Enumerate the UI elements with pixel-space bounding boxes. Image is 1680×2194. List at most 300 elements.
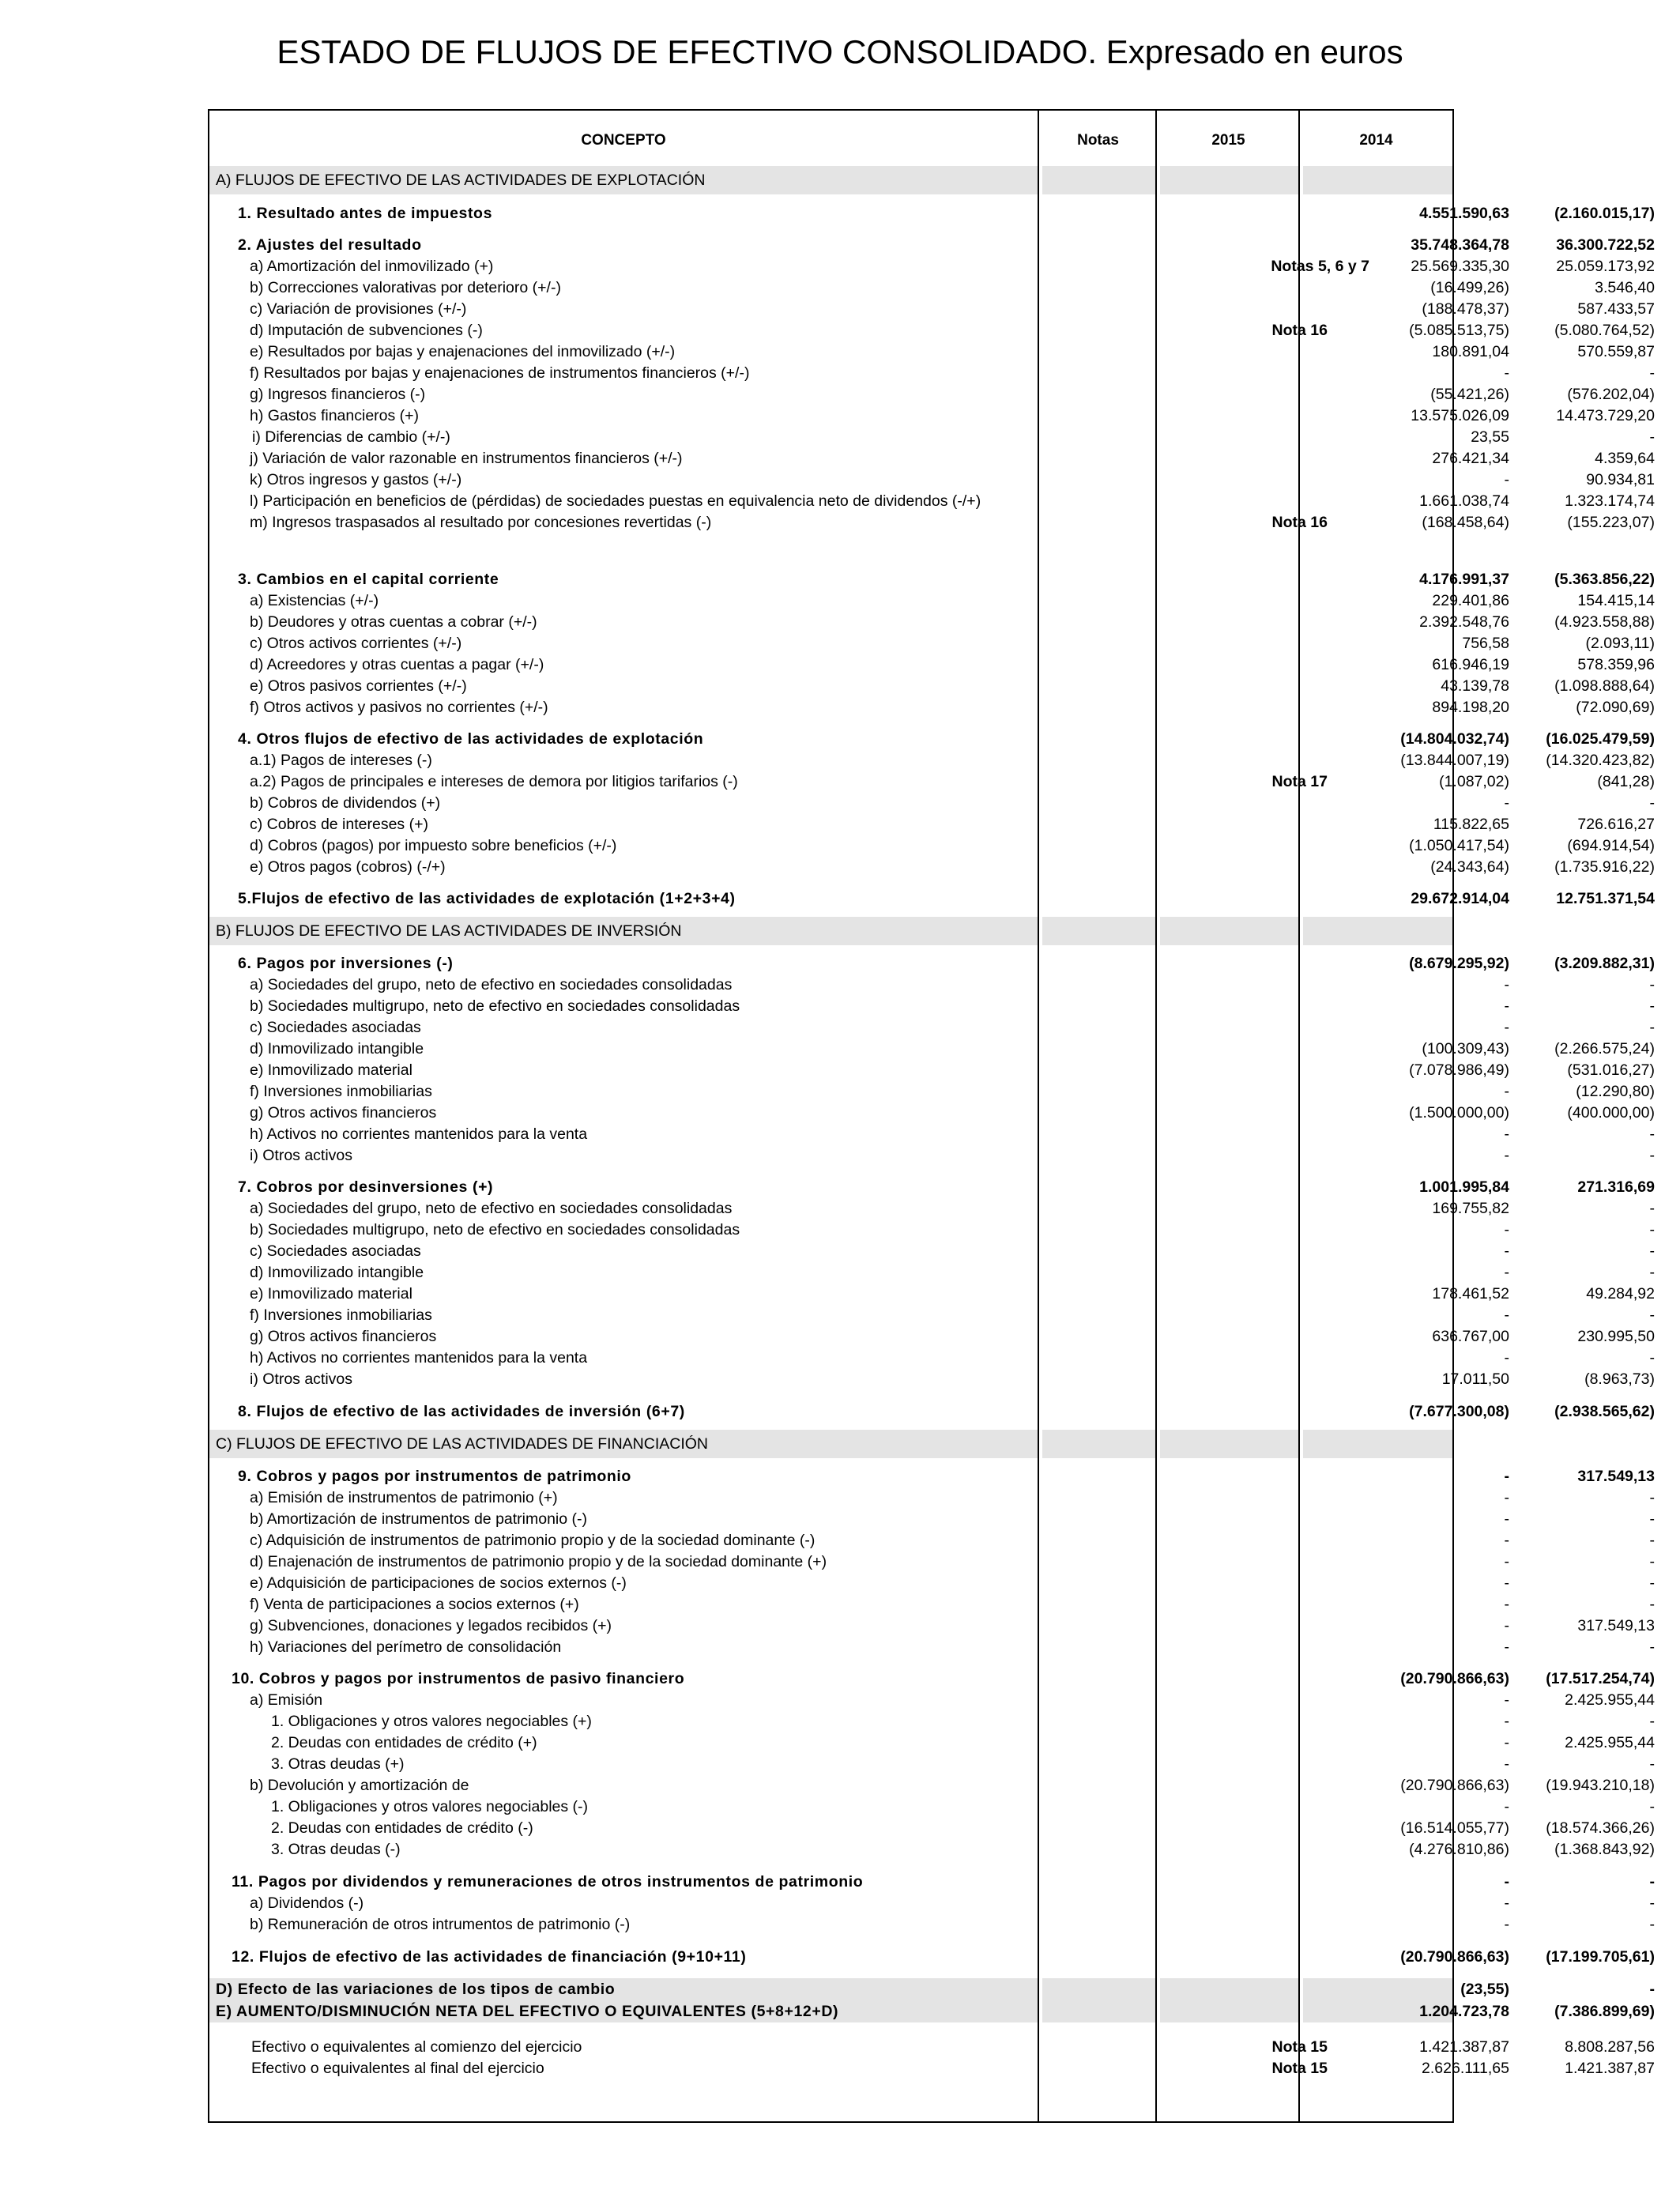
concept-label: d) Imputación de subvenciones (-) — [250, 322, 483, 339]
table-row — [208, 1818, 1655, 1839]
table-row — [208, 1999, 1655, 2024]
value-2015: 29.672.914,04 — [1411, 890, 1509, 907]
note-reference: Nota 16 — [1271, 322, 1328, 339]
value-2015: (1.050.417,54) — [1409, 837, 1509, 854]
table-row — [208, 1198, 1655, 1220]
value-2014: - — [1649, 1264, 1655, 1281]
value-2015: (8.679.295,92) — [1409, 955, 1509, 972]
table-row — [208, 1145, 1655, 1167]
table-row — [208, 1399, 1655, 1424]
table-row — [208, 1124, 1655, 1145]
table-row — [208, 1060, 1655, 1081]
concept-label: 5.Flujos de efectivo de las actividades de explotación (1+2+3+4) — [238, 890, 736, 907]
table-row — [208, 384, 1655, 405]
concept-label: i) Otros activos — [250, 1147, 353, 1164]
value-2014: (7.386.899,69) — [1554, 2003, 1655, 2020]
value-2014: 726.616,27 — [1577, 816, 1655, 833]
value-2015: 2.626.111,65 — [1422, 2060, 1509, 2077]
value-2014: - — [1649, 1755, 1655, 1773]
table-row — [208, 2058, 1655, 2079]
table-row — [208, 1103, 1655, 1124]
value-2014: - — [1649, 1713, 1655, 1730]
table-row — [208, 886, 1655, 911]
concept-label: f) Resultados por bajas y enajenaciones de instrumentos financieros (+/-) — [250, 364, 750, 382]
table-row — [208, 2037, 1655, 2058]
value-2015: - — [1504, 1574, 1509, 1592]
value-2014: 1.421.387,87 — [1565, 2060, 1655, 2077]
concept-label: i) Otros activos — [250, 1370, 353, 1388]
value-2014: - — [1649, 1798, 1655, 1815]
value-2015: 169.755,82 — [1432, 1200, 1509, 1217]
header-notas: Notas — [1077, 132, 1119, 149]
table-row — [208, 232, 1655, 258]
table-row — [208, 697, 1655, 718]
page-title: ESTADO DE FLUJOS DE EFECTIVO CONSOLIDADO. Expresado en euros — [277, 33, 1403, 70]
concept-label: d) Acreedores y otras cuentas a pagar (+/-) — [250, 656, 544, 673]
value-2015: - — [1504, 976, 1509, 993]
value-2014: (1.098.888,64) — [1554, 677, 1655, 695]
value-2014: - — [1649, 976, 1655, 993]
value-2014: - — [1649, 1306, 1655, 1324]
value-2014: 271.316,69 — [1577, 1178, 1655, 1196]
value-2015: 1.421.387,87 — [1419, 2038, 1509, 2056]
table-row — [208, 567, 1655, 592]
concept-label: g) Ingresos financieros (-) — [250, 386, 426, 403]
value-2015: 1.001.995,84 — [1419, 1178, 1509, 1196]
table-row — [208, 1914, 1655, 1936]
concept-label: 2. Deudas con entidades de crédito (+) — [271, 1734, 537, 1751]
value-2014: (12.290,80) — [1576, 1083, 1655, 1100]
concept-label: e) Adquisición de participaciones de socios externos (-) — [250, 1574, 627, 1592]
value-2015: (168.458,64) — [1422, 514, 1509, 531]
concept-label: a) Emisión de instrumentos de patrimonio (+) — [250, 1489, 558, 1506]
table-row — [208, 1796, 1655, 1818]
table-row — [208, 320, 1655, 341]
value-2015: 2.392.548,76 — [1419, 613, 1509, 631]
value-2014: (19.943.210,18) — [1546, 1777, 1655, 1794]
table-row — [208, 405, 1655, 427]
value-2015: - — [1504, 1916, 1509, 1933]
concept-label: c) Sociedades asociadas — [250, 1242, 421, 1260]
table-row — [208, 1509, 1655, 1530]
concept-label: b) Devolución y amortización de — [250, 1777, 469, 1794]
table-row — [208, 1284, 1655, 1305]
value-2015: (13.844.007,19) — [1400, 752, 1509, 769]
table-row — [208, 427, 1655, 448]
value-2014: 90.934,81 — [1586, 471, 1655, 488]
concept-label: h) Activos no corrientes mantenidos para la venta — [250, 1125, 588, 1143]
concept-label: b) Sociedades multigrupo, neto de efectivo en sociedades consolidadas — [250, 997, 740, 1015]
value-2015: - — [1504, 1638, 1509, 1656]
concept-label: b) Cobros de dividendos (+) — [250, 794, 441, 812]
note-reference: Nota 16 — [1271, 514, 1328, 531]
concept-label: a) Dividendos (-) — [250, 1894, 364, 1912]
concept-label: b) Correcciones valorativas por deterioro (+/-) — [250, 279, 561, 296]
value-2014: - — [1649, 1242, 1655, 1260]
table-row — [208, 1893, 1655, 1914]
value-2014: 12.751.371,54 — [1556, 890, 1655, 907]
value-2014: (576.202,04) — [1567, 386, 1655, 403]
value-2015: 115.822,65 — [1433, 816, 1509, 833]
value-2014: (2.938.565,62) — [1554, 1403, 1655, 1420]
concept-label: a) Amortización del inmovilizado (+) — [250, 258, 494, 275]
value-2015: (14.804.032,74) — [1400, 730, 1509, 748]
table-row — [208, 256, 1655, 277]
concept-label: e) Otros pagos (cobros) (-/+) — [250, 858, 446, 876]
value-2014: - — [1649, 1349, 1655, 1367]
value-2015: - — [1504, 1553, 1509, 1570]
value-2014: 49.284,92 — [1586, 1285, 1655, 1302]
value-2014: (694.914,54) — [1567, 837, 1655, 854]
value-2015: - — [1504, 1873, 1509, 1891]
value-2014: - — [1649, 1553, 1655, 1570]
concept-label: h) Activos no corrientes mantenidos para la venta — [250, 1349, 588, 1367]
table-row — [208, 341, 1655, 363]
value-2014: (400.000,00) — [1567, 1104, 1655, 1122]
table-row — [208, 1754, 1655, 1775]
concept-label: 3. Otras deudas (-) — [271, 1841, 401, 1858]
concept-label: a.1) Pagos de intereses (-) — [250, 752, 432, 769]
value-2015: - — [1504, 1596, 1509, 1613]
value-2015: 756,58 — [1462, 635, 1509, 652]
value-2015: - — [1504, 1617, 1509, 1634]
value-2015: 276.421,34 — [1432, 450, 1509, 467]
concept-label: c) Adquisición de instrumentos de patrimonio propio y de la sociedad dominante (-) — [250, 1532, 816, 1549]
value-2015: - — [1504, 364, 1509, 382]
value-2015: 17.011,50 — [1441, 1370, 1509, 1388]
value-2015: 4.176.991,37 — [1419, 571, 1509, 588]
concept-label: f) Venta de participaciones a socios externos (+) — [250, 1596, 579, 1613]
table-row — [208, 1690, 1655, 1711]
concept-label: Efectivo o equivalentes al final del ejercicio — [251, 2060, 544, 2077]
note-reference: Notas 5, 6 y 7 — [1271, 258, 1369, 275]
concept-label: 6. Pagos por inversiones (-) — [238, 955, 454, 972]
value-2015: - — [1504, 1489, 1509, 1506]
value-2014: 578.359,96 — [1577, 656, 1655, 673]
value-2014: - — [1649, 794, 1655, 812]
concept-label: a.2) Pagos de principales e intereses de demora por litigios tarifarios (-) — [250, 773, 738, 790]
concept-label: h) Variaciones del perímetro de consolidación — [250, 1638, 562, 1656]
value-2015: 178.461,52 — [1432, 1285, 1509, 1302]
value-2014: (18.574.366,26) — [1546, 1819, 1655, 1837]
table-row — [208, 814, 1655, 835]
value-2014: 587.433,57 — [1577, 300, 1655, 318]
concept-label: g) Otros activos financieros — [250, 1328, 437, 1345]
table-row — [208, 1326, 1655, 1348]
value-2014: (4.923.558,88) — [1554, 613, 1655, 631]
value-2014: (531.016,27) — [1567, 1061, 1655, 1079]
value-2015: 13.575.026,09 — [1411, 407, 1509, 424]
concept-label: j) Variación de valor razonable en instrumentos financieros (+/-) — [250, 450, 683, 467]
table-row — [208, 201, 1655, 226]
concept-label: 8. Flujos de efectivo de las actividades de inversión (6+7) — [238, 1403, 685, 1420]
value-2015: - — [1504, 1349, 1509, 1367]
value-2014: (1.735.916,22) — [1554, 858, 1655, 876]
table-row — [208, 277, 1655, 299]
table-row — [208, 1615, 1655, 1637]
table-row — [208, 1174, 1655, 1200]
value-2014: (72.090,69) — [1576, 699, 1655, 716]
value-2015: - — [1504, 1510, 1509, 1528]
table-row — [208, 793, 1655, 814]
table-row — [208, 1369, 1655, 1390]
concept-label: b) Amortización de instrumentos de patrimonio (-) — [250, 1510, 588, 1528]
value-2014: 36.300.722,52 — [1556, 236, 1655, 254]
value-2014: (5.363.856,22) — [1554, 571, 1655, 588]
table-row — [208, 1869, 1655, 1894]
table-row — [208, 1487, 1655, 1509]
header-2014: 2014 — [1359, 132, 1393, 149]
value-2015: (5.085.513,75) — [1409, 322, 1509, 339]
value-2015: - — [1504, 1083, 1509, 1100]
table-row — [208, 1530, 1655, 1551]
value-2015: - — [1504, 1221, 1509, 1238]
concept-label: a) Sociedades del grupo, neto de efectivo en sociedades consolidadas — [250, 1200, 733, 1217]
concept-label: 10. Cobros y pagos por instrumentos de pasivo financiero — [232, 1670, 685, 1687]
table-row — [208, 1666, 1655, 1691]
value-2015: - — [1504, 1242, 1509, 1260]
header-2015: 2015 — [1211, 132, 1245, 149]
table-row — [208, 590, 1655, 612]
concept-label: 12. Flujos de efectivo de las actividades de financiación (9+10+11) — [232, 1948, 747, 1966]
table-row — [208, 726, 1655, 752]
value-2015: 25.569.335,30 — [1411, 258, 1509, 275]
section-heading-row — [208, 168, 1454, 193]
value-2015: 35.748.364,78 — [1411, 236, 1509, 254]
value-2015: - — [1504, 1147, 1509, 1164]
table-row — [208, 1637, 1655, 1658]
value-2014: - — [1649, 1638, 1655, 1656]
table-row — [208, 363, 1655, 384]
value-2015: 4.551.590,63 — [1419, 205, 1509, 222]
concept-label: g) Otros activos financieros — [250, 1104, 437, 1122]
table-row — [208, 1262, 1655, 1284]
table-row — [208, 771, 1655, 793]
value-2015: 636.767,00 — [1432, 1328, 1509, 1345]
value-2014: - — [1649, 1574, 1655, 1592]
value-2014: - — [1649, 428, 1655, 446]
value-2015: (20.790.866,63) — [1400, 1777, 1509, 1794]
concept-label: d) Cobros (pagos) por impuesto sobre beneficios (+/-) — [250, 837, 617, 854]
note-reference: Nota 17 — [1271, 773, 1328, 790]
value-2014: - — [1649, 1981, 1655, 1998]
concept-label: b) Remuneración de otros intrumentos de patrimonio (-) — [250, 1916, 631, 1933]
table-row — [208, 951, 1655, 976]
value-2014: 230.995,50 — [1577, 1328, 1655, 1345]
value-2014: - — [1649, 1019, 1655, 1036]
value-2014: - — [1649, 1532, 1655, 1549]
table-row — [208, 448, 1655, 469]
value-2014: - — [1649, 1894, 1655, 1912]
value-2014: 14.473.729,20 — [1556, 407, 1655, 424]
concept-label: k) Otros ingresos y gastos (+/-) — [250, 471, 462, 488]
value-2014: 2.425.955,44 — [1565, 1734, 1655, 1751]
table-row — [208, 1944, 1655, 1970]
note-reference: Nota 15 — [1271, 2038, 1328, 2056]
table-row — [208, 1305, 1655, 1326]
value-2015: - — [1504, 1264, 1509, 1281]
concept-label: b) Deudores y otras cuentas a cobrar (+/-) — [250, 613, 537, 631]
concept-label: 1. Obligaciones y otros valores negociables (+) — [271, 1713, 592, 1730]
concept-label: d) Inmovilizado intangible — [250, 1040, 424, 1057]
concept-label: f) Inversiones inmobiliarias — [250, 1083, 432, 1100]
value-2015: 229.401,86 — [1432, 592, 1509, 609]
value-2015: 43.139,78 — [1441, 677, 1509, 695]
value-2014: (8.963,73) — [1584, 1370, 1655, 1388]
concept-label: 1. Obligaciones y otros valores negociables (-) — [271, 1798, 589, 1815]
table-row — [208, 1573, 1655, 1594]
value-2014: 570.559,87 — [1577, 343, 1655, 360]
header-concepto: CONCEPTO — [581, 132, 666, 149]
table-row — [208, 633, 1655, 654]
concept-label: e) Resultados por bajas y enajenaciones del inmovilizado (+/-) — [250, 343, 676, 360]
value-2014: 8.808.287,56 — [1565, 2038, 1655, 2056]
value-2015: - — [1504, 1755, 1509, 1773]
section-heading-row — [208, 1431, 1454, 1457]
value-2015: - — [1504, 1019, 1509, 1036]
value-2014: (2.266.575,24) — [1554, 1040, 1655, 1057]
value-2015: (188.478,37) — [1422, 300, 1509, 318]
value-2015: - — [1504, 997, 1509, 1015]
value-2014: - — [1649, 997, 1655, 1015]
concept-label: E) AUMENTO/DISMINUCIÓN NETA DEL EFECTIVO O EQUIVALENTES (5+8+12+D) — [216, 2003, 839, 2020]
concept-label: g) Subvenciones, donaciones y legados recibidos (+) — [250, 1617, 612, 1634]
concept-label: e) Inmovilizado material — [250, 1285, 412, 1302]
table-row — [208, 1039, 1655, 1060]
value-2014: - — [1649, 1489, 1655, 1506]
value-2014: 317.549,13 — [1577, 1617, 1655, 1634]
value-2015: (55.421,26) — [1430, 386, 1509, 403]
concept-label: 1. Resultado antes de impuestos — [238, 205, 493, 222]
value-2015: 894.198,20 — [1432, 699, 1509, 716]
concept-label: A) FLUJOS DE EFECTIVO DE LAS ACTIVIDADES DE EXPLOTACIÓN — [216, 172, 706, 189]
value-2014: - — [1649, 1916, 1655, 1933]
value-2014: - — [1649, 364, 1655, 382]
concept-label: D) Efecto de las variaciones de los tipos de cambio — [216, 1981, 616, 1998]
value-2014: 4.359,64 — [1595, 450, 1655, 467]
value-2014: (3.209.882,31) — [1554, 955, 1655, 972]
value-2015: - — [1504, 1532, 1509, 1549]
value-2014: (155.223,07) — [1567, 514, 1655, 531]
table-row — [208, 857, 1655, 878]
concept-label: f) Otros activos y pasivos no corrientes (+/-) — [250, 699, 548, 716]
concept-label: 3. Otras deudas (+) — [271, 1755, 405, 1773]
table-row — [208, 1241, 1655, 1262]
concept-label: 9. Cobros y pagos por instrumentos de patrimonio — [238, 1468, 631, 1485]
concept-label: m) Ingresos traspasados al resultado por concesiones revertidas (-) — [250, 514, 712, 531]
table-row — [208, 1220, 1655, 1241]
value-2015: (1.500.000,00) — [1409, 1104, 1509, 1122]
value-2014: - — [1649, 1221, 1655, 1238]
value-2014: (17.517.254,74) — [1546, 1670, 1655, 1687]
concept-label: c) Cobros de intereses (+) — [250, 816, 428, 833]
table-row — [208, 1594, 1655, 1615]
concept-label: B) FLUJOS DE EFECTIVO DE LAS ACTIVIDADES DE INVERSIÓN — [216, 922, 682, 940]
table-row — [208, 1464, 1655, 1489]
note-reference: Nota 15 — [1271, 2060, 1328, 2077]
concept-label: c) Otros activos corrientes (+/-) — [250, 635, 462, 652]
table-row — [208, 750, 1655, 771]
concept-label: d) Enajenación de instrumentos de patrimonio propio y de la sociedad dominante (+) — [250, 1553, 827, 1570]
concept-label: e) Otros pasivos corrientes (+/-) — [250, 677, 467, 695]
table-row — [208, 1775, 1655, 1796]
value-2014: (1.368.843,92) — [1554, 1841, 1655, 1858]
concept-label: 11. Pagos por dividendos y remuneraciones de otros instrumentos de patrimonio — [232, 1873, 864, 1891]
value-2014: - — [1649, 1147, 1655, 1164]
value-2015: - — [1504, 1468, 1509, 1485]
table-row — [208, 1551, 1655, 1573]
value-2014: 317.549,13 — [1577, 1468, 1655, 1485]
value-2015: (23,55) — [1460, 1981, 1509, 1998]
table-row — [208, 1711, 1655, 1732]
value-2015: (1.087,02) — [1439, 773, 1509, 790]
value-2015: - — [1504, 1691, 1509, 1709]
concept-label: f) Inversiones inmobiliarias — [250, 1306, 432, 1324]
table-row — [208, 469, 1655, 491]
concept-label: a) Sociedades del grupo, neto de efectivo en sociedades consolidadas — [250, 976, 733, 993]
concept-label: l) Participación en beneficios de (pérdidas) de sociedades puestas en equivalencia neto de dividendos (-/+) — [250, 492, 981, 510]
value-2014: (17.199.705,61) — [1546, 1948, 1655, 1966]
concept-label: a) Existencias (+/-) — [250, 592, 379, 609]
table-row — [208, 835, 1655, 857]
value-2015: (7.078.986,49) — [1409, 1061, 1509, 1079]
value-2014: (2.160.015,17) — [1554, 205, 1655, 222]
value-2015: - — [1504, 794, 1509, 812]
value-2014: 154.415,14 — [1577, 592, 1655, 609]
table-row — [208, 654, 1655, 676]
value-2014: - — [1649, 1510, 1655, 1528]
table-row — [208, 1839, 1655, 1860]
concept-label: 3. Cambios en el capital corriente — [238, 571, 499, 588]
value-2014: (16.025.479,59) — [1546, 730, 1655, 748]
value-2015: 180.891,04 — [1432, 343, 1509, 360]
concept-label: i) Diferencias de cambio (+/-) — [252, 428, 450, 446]
concept-label: b) Sociedades multigrupo, neto de efectivo en sociedades consolidadas — [250, 1221, 740, 1238]
concept-label: d) Inmovilizado intangible — [250, 1264, 424, 1281]
table-row — [208, 612, 1655, 633]
table-row — [208, 491, 1655, 512]
value-2015: - — [1504, 1713, 1509, 1730]
value-2015: (16.499,26) — [1430, 279, 1509, 296]
concept-label: h) Gastos financieros (+) — [250, 407, 420, 424]
value-2014: 3.546,40 — [1595, 279, 1655, 296]
value-2015: (20.790.866,63) — [1400, 1948, 1509, 1966]
concept-label: 2. Ajustes del resultado — [238, 236, 422, 254]
table-row — [208, 996, 1655, 1017]
concept-label: C) FLUJOS DE EFECTIVO DE LAS ACTIVIDADES DE FINANCIACIÓN — [216, 1435, 709, 1453]
value-2014: 25.059.173,92 — [1556, 258, 1655, 275]
table-row — [208, 1081, 1655, 1103]
value-2015: - — [1504, 1306, 1509, 1324]
value-2014: (841,28) — [1597, 773, 1655, 790]
table-row — [208, 1017, 1655, 1039]
value-2014: (14.320.423,82) — [1546, 752, 1655, 769]
concept-label: c) Variación de provisiones (+/-) — [250, 300, 467, 318]
value-2014: - — [1649, 1596, 1655, 1613]
value-2015: (4.276.810,86) — [1409, 1841, 1509, 1858]
value-2014: - — [1649, 1125, 1655, 1143]
value-2014: (5.080.764,52) — [1554, 322, 1655, 339]
value-2015: (20.790.866,63) — [1400, 1670, 1509, 1687]
value-2015: (16.514.055,77) — [1400, 1819, 1509, 1837]
concept-label: Efectivo o equivalentes al comienzo del ejercicio — [251, 2038, 582, 2056]
value-2015: (24.343,64) — [1430, 858, 1509, 876]
value-2015: 616.946,19 — [1432, 656, 1509, 673]
value-2014: (2.093,11) — [1585, 635, 1655, 652]
concept-label: a) Emisión — [250, 1691, 323, 1709]
section-heading-row — [208, 918, 1454, 944]
value-2015: (7.677.300,08) — [1409, 1403, 1509, 1420]
